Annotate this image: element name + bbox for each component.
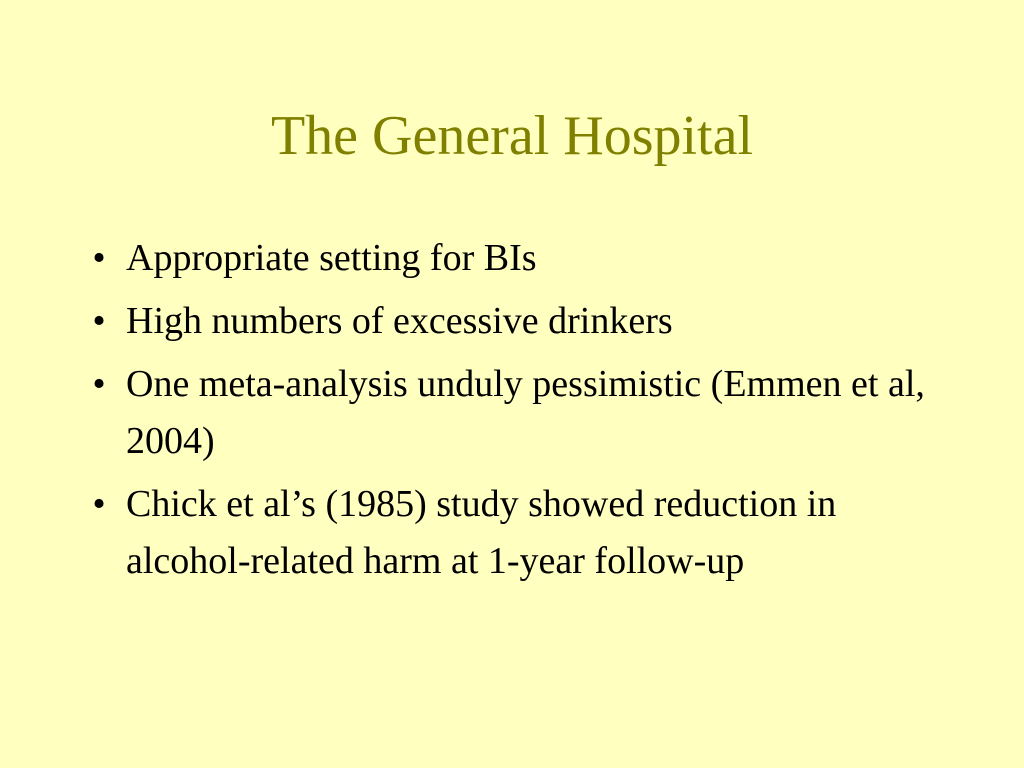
bullet-item: [84, 356, 964, 470]
bullet-text: One meta-analysis unduly pessimistic (Emmen et al, 2004): [126, 363, 925, 462]
bullet-icon: •: [92, 237, 106, 279]
bullet-icon: •: [92, 363, 106, 405]
bullet-item: [84, 476, 964, 590]
slide-title: The General Hospital: [270, 105, 754, 167]
bullet-text: Chick et al’s (1985) study showed reduction in alcohol-related harm at 1-year follow-up: [126, 483, 837, 582]
bullet-item: [84, 293, 964, 350]
bullet-icon: •: [92, 483, 106, 525]
bullet-text: Appropriate setting for BIs: [126, 237, 537, 279]
bullet-item: [84, 230, 964, 287]
bullet-list: [84, 230, 964, 596]
bullet-icon: •: [92, 300, 106, 342]
bullet-text: High numbers of excessive drinkers: [126, 300, 673, 342]
